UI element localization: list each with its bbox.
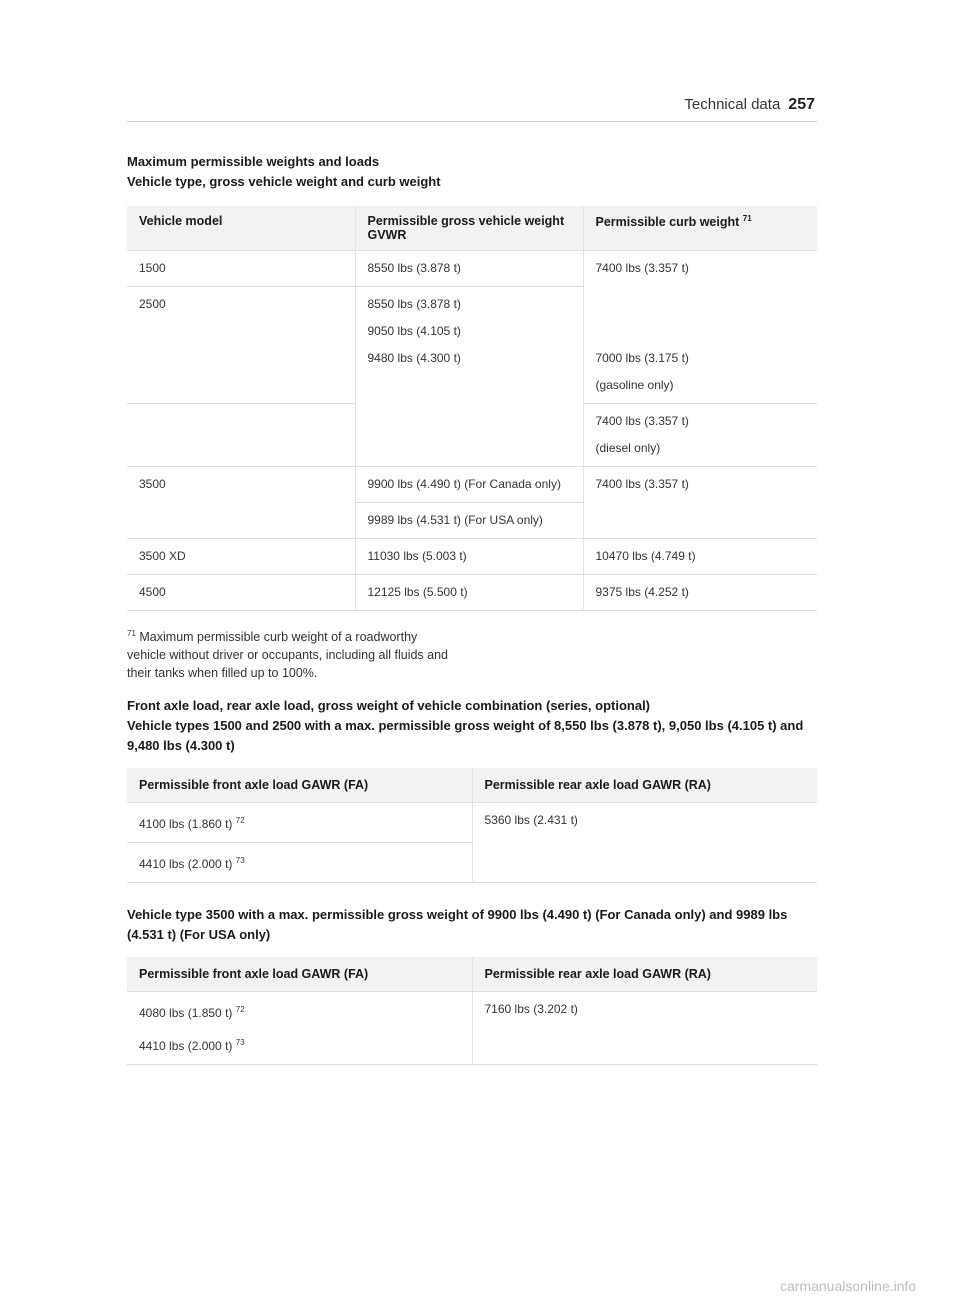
model-cell: 3500 <box>127 467 355 539</box>
curb-value: 7000 lbs (3.175 t) <box>595 351 689 365</box>
col-header-model: Vehicle model <box>127 206 355 251</box>
section1-subtitle: Vehicle type, gross vehicle weight and curb weight <box>127 174 441 189</box>
gvwr-cell: 9989 lbs (4.531 t) (For USA only) <box>355 503 583 539</box>
table-row <box>127 539 817 575</box>
section3-title: Vehicle type 3500 with a max. permissible gross weight of 9900 lbs (4.490 t) (For Canada only) and 9989 lbs (4.531 t) (For USA only) <box>127 907 788 943</box>
gvwr-cell: 8550 lbs (3.878 t) <box>355 287 583 323</box>
table-row <box>127 992 817 1032</box>
ra-cell: 7160 lbs (3.202 t) <box>472 992 817 1065</box>
fa-cell <box>127 992 472 1032</box>
col-header-fa: Permissible front axle load GAWR (FA) <box>127 957 472 992</box>
section2-title: Front axle load, rear axle load, gross weight of vehicle combination (series, optional) <box>127 698 651 714</box>
table-header-row <box>127 768 817 803</box>
col-header-gvwr: Permissible gross vehicle weight GVWR <box>355 206 583 251</box>
footnote-ref: 73 <box>235 856 245 866</box>
curb-cell: 7400 lbs (3.357 t) <box>583 467 817 539</box>
curb-value: 7400 lbs (3.357 t) <box>595 414 689 428</box>
footnote <box>127 625 457 682</box>
gvwr-cell: 11030 lbs (5.003 t) <box>355 539 583 575</box>
col-header-ra: Permissible rear axle load GAWR (RA) <box>472 768 817 803</box>
table-row <box>127 467 817 503</box>
section2-subtitle: Vehicle types 1500 and 2500 with a max. permissible gross weight of 8,550 lbs (3.878 t), 9,050 lbs (4.105 t) and 9,480 lbs (4.300 t) <box>127 718 804 754</box>
axle-load-table-3500 <box>127 957 817 1065</box>
model-cell: 3500 XD <box>127 539 355 575</box>
curb-cell: 9375 lbs (4.252 t) <box>583 575 817 611</box>
gvwr-cell: 9050 lbs (4.105 t) <box>355 322 583 349</box>
page-header <box>684 96 815 114</box>
model-cell: 4500 <box>127 575 355 611</box>
col-header-ra: Permissible rear axle load GAWR (RA) <box>472 957 817 992</box>
footnote-ref: 72 <box>235 1005 245 1015</box>
axle-load-table-1500-2500 <box>127 768 817 883</box>
table-row <box>127 803 817 843</box>
curb-cell: 10470 lbs (4.749 t) <box>583 539 817 575</box>
section1-title: Maximum permissible weights and loads <box>127 154 380 169</box>
gvwr-cell: 8550 lbs (3.878 t) <box>355 251 583 287</box>
gvwr-cell: 9480 lbs (4.300 t) <box>355 349 583 467</box>
curb-note: (gasoline only) <box>595 378 674 392</box>
model-cell: 1500 <box>127 251 355 287</box>
table-header-row <box>127 206 817 251</box>
curb-cell <box>583 349 817 404</box>
model-cell: 2500 <box>127 287 355 404</box>
footnote-ref: 72 <box>235 816 245 826</box>
col-header-curb-label: Permissible curb weight <box>595 215 740 230</box>
fa-cell <box>127 803 472 843</box>
footnote-text: Maximum permissible curb weight of a roadworthy vehicle without driver or occupants, including all fluids and their tanks when filled up to 100%. <box>127 630 449 681</box>
gross-weight-table <box>127 206 817 611</box>
fa-cell <box>127 1031 472 1065</box>
header-rule <box>127 121 817 122</box>
fa-value: 4410 lbs (2.000 t) <box>139 857 233 872</box>
footnote-ref: 71 <box>742 214 752 223</box>
table-header-row <box>127 957 817 992</box>
curb-cell <box>583 404 817 467</box>
col-header-fa: Permissible front axle load GAWR (FA) <box>127 768 472 803</box>
watermark: carmanualsonline.info <box>780 1278 917 1294</box>
section-title: Technical data <box>684 96 781 113</box>
fa-value: 4080 lbs (1.850 t) <box>139 1006 233 1021</box>
gvwr-cell: 12125 lbs (5.500 t) <box>355 575 583 611</box>
fa-value: 4410 lbs (2.000 t) <box>139 1039 233 1054</box>
model-cell-empty <box>127 404 355 467</box>
col-header-curb <box>583 206 817 251</box>
fa-value: 4100 lbs (1.860 t) <box>139 817 233 832</box>
table-row <box>127 575 817 611</box>
table-row <box>127 251 817 287</box>
footnote-number: 71 <box>127 629 136 638</box>
page-content <box>127 152 817 1087</box>
gvwr-cell: 9900 lbs (4.490 t) (For Canada only) <box>355 467 583 503</box>
footnote-ref: 73 <box>235 1038 245 1048</box>
fa-cell <box>127 843 472 883</box>
curb-note: (diesel only) <box>595 441 661 455</box>
ra-cell: 5360 lbs (2.431 t) <box>472 803 817 883</box>
curb-cell: 7400 lbs (3.357 t) <box>595 261 689 275</box>
page-number: 257 <box>788 96 815 113</box>
